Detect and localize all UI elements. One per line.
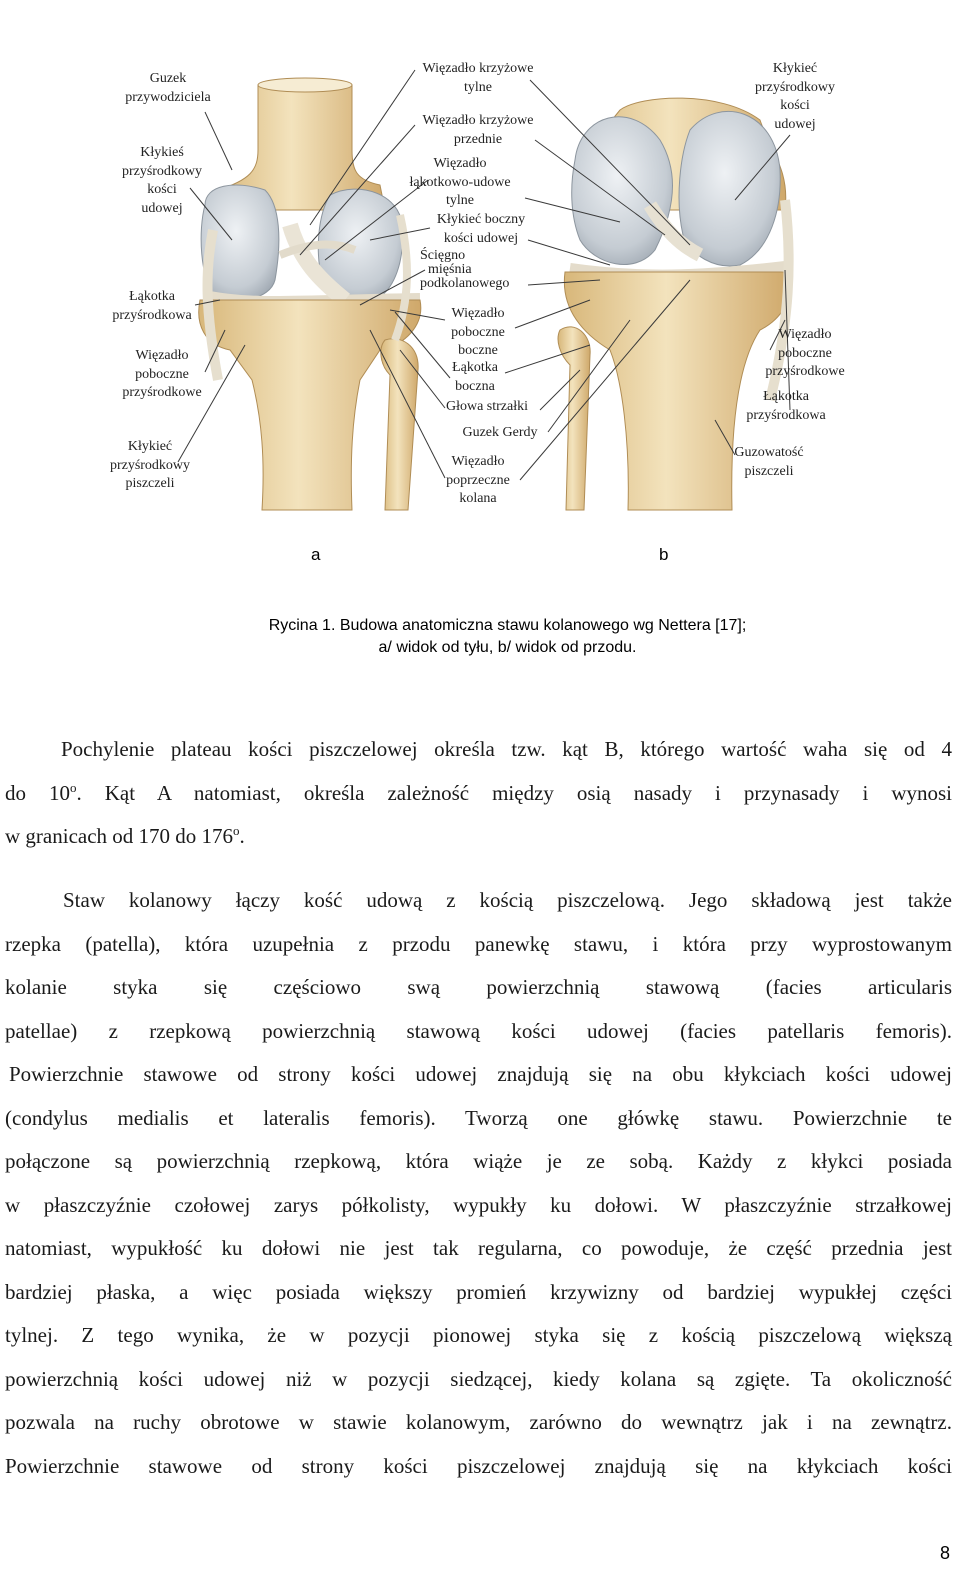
caption-line-1: Rycina 1. Budowa anatomiczna stawu kolanowego wg Nettera [17]; [268, 617, 747, 634]
label-klykiec-przysrodkowy-kosci-udowej-a: Kłykieś przyśrodkowy kości udowej [121, 145, 203, 216]
label-wiezadlo-poboczne-przysrodkowe-b: Więzadło poboczne przyśrodkowe [765, 327, 845, 379]
p2-line: (condylus medialis et lateralis femoris). Tworzą one główkę stawu. Powierzchnie te [5, 1105, 952, 1130]
label-wiezadlo-krzyzowe-tylne: Więzadło krzyżowe tylne [422, 61, 534, 95]
p1-line-2: do 10$^o$. Kąt A natomiast, określa zależność między osią nasady i przynasady i wynosi [5, 779, 952, 805]
p2-line: kolanie styka się częściowo swą powierzchnią stawową (facies articularis [5, 975, 952, 999]
p2-line: natomiast, wypukłość ku dołowi nie jest tak regularna, co powoduje, że część przednia jest [5, 1236, 952, 1260]
p2-line: w płaszczyźnie czołowej zarys półkolisty, wypukły ku dołowi. W płaszczyźnie strzałkowej [5, 1192, 952, 1217]
paragraph-1 [5, 728, 952, 859]
figure-caption [0, 615, 960, 659]
p1-line-1: Pochylenie plateau kości piszczelowej określa tzw. kąt B, którego wartość waha się od 4 [61, 737, 952, 761]
label-guzek-gerdy: Guzek Gerdy [462, 425, 538, 440]
label-wiezadlo-poprzeczne-kolana: Więzadło poprzeczne kolana [446, 454, 510, 506]
label-klykiec-przysrodkowy-piszczeli: Kłykieć przyśrodkowy piszczeli [109, 439, 191, 491]
p2-line: połączone są powierzchnią rzepkową, która wiąże je ze sobą. Każdy z kłykci posiada [5, 1149, 952, 1173]
p2-line: patellae) z rzepkową powierzchnią stawową kości udowej (facies patellaris femoris). [5, 1018, 952, 1043]
label-guzowatosc-piszczeli: Guzowatość piszczeli [734, 445, 804, 479]
p1-line-3: w granicach od 170 do 176$^o$. [5, 823, 245, 848]
p2-line: tylnej. Z tego wynika, że w pozycji pionowej styka się z kością piszczelową większą [5, 1323, 952, 1347]
p2-line: Powierzchnie stawowe od strony kości piszczelowej znajdują się na kłykciach kości [5, 1453, 952, 1478]
label-klykiec-boczny-kosci-udowej: Kłykieć boczny kości udowej [436, 212, 526, 246]
label-wiezadlo-poboczne-przysrodkowe-a: Więzadło poboczne przyśrodkowe [122, 348, 202, 400]
label-guzek-przywodziciela: Guzek przywodziciela [125, 71, 211, 105]
paragraph-2 [5, 879, 952, 1488]
p2-line: rzepka (patella), która uzupełnia z przodu panewkę stawu, i która przy wyprostowanym [5, 931, 952, 956]
anatomy-figure [0, 0, 960, 530]
p2-line: pozwala na ruchy obrotowe w stawie kolanowym, zarówno do wewnątrz jak i na zewnątrz. [5, 1410, 952, 1434]
label-wiezadlo-krzyzowe-przednie: Więzadło krzyżowe przednie [422, 113, 534, 147]
caption-line-2: a/ widok od tyłu, b/ widok od przodu. [378, 639, 637, 656]
p2-line: bardziej płaska, a więc posiada większy promień krzywizny od bardziej wypukłej części [5, 1279, 952, 1304]
label-klykiec-przysrodkowy-kosci-udowej-b: Kłykieć przyśrodkowy kości udowej [754, 61, 836, 132]
p2-line: powierzchnią kości udowej niż w pozycji siedzącej, kiedy kolana są zgięte. Ta okoliczność [5, 1366, 952, 1391]
p2-line: Powierzchnie stawowe od strony kości udowej znajdują się na obu kłykciach kości udowej [9, 1062, 952, 1086]
label-lakotka-przysrodkowa-b: Łąkotka przyśrodkowa [746, 389, 826, 423]
label-glowa-strzalki: Głowa strzałki [445, 399, 529, 414]
label-lakotka-boczna: Łąkotka boczna [452, 360, 498, 394]
label-wiezadlo-poboczne-boczne: Więzadło poboczne boczne [451, 306, 505, 358]
label-wiezadlo-lakotkowo-udowe-tylne: Więzadło łąkotkowo-udowe tylne [409, 156, 511, 208]
page-number: 8 [939, 1543, 950, 1563]
panel-letter-a: a [311, 545, 321, 564]
label-lakotka-przysrodkowa-a: Łąkotka przyśrodkowa [112, 289, 192, 323]
label-sciegno-miesnia-podkolanowego: Ścięgno mięśnia podkolanowego [420, 248, 510, 291]
panel-letter-b: b [659, 545, 669, 564]
posterior-knee-view [199, 78, 421, 510]
p2-line: Staw kolanowy łączy kość udową z kością piszczelową. Jego składową jest także [63, 888, 952, 912]
